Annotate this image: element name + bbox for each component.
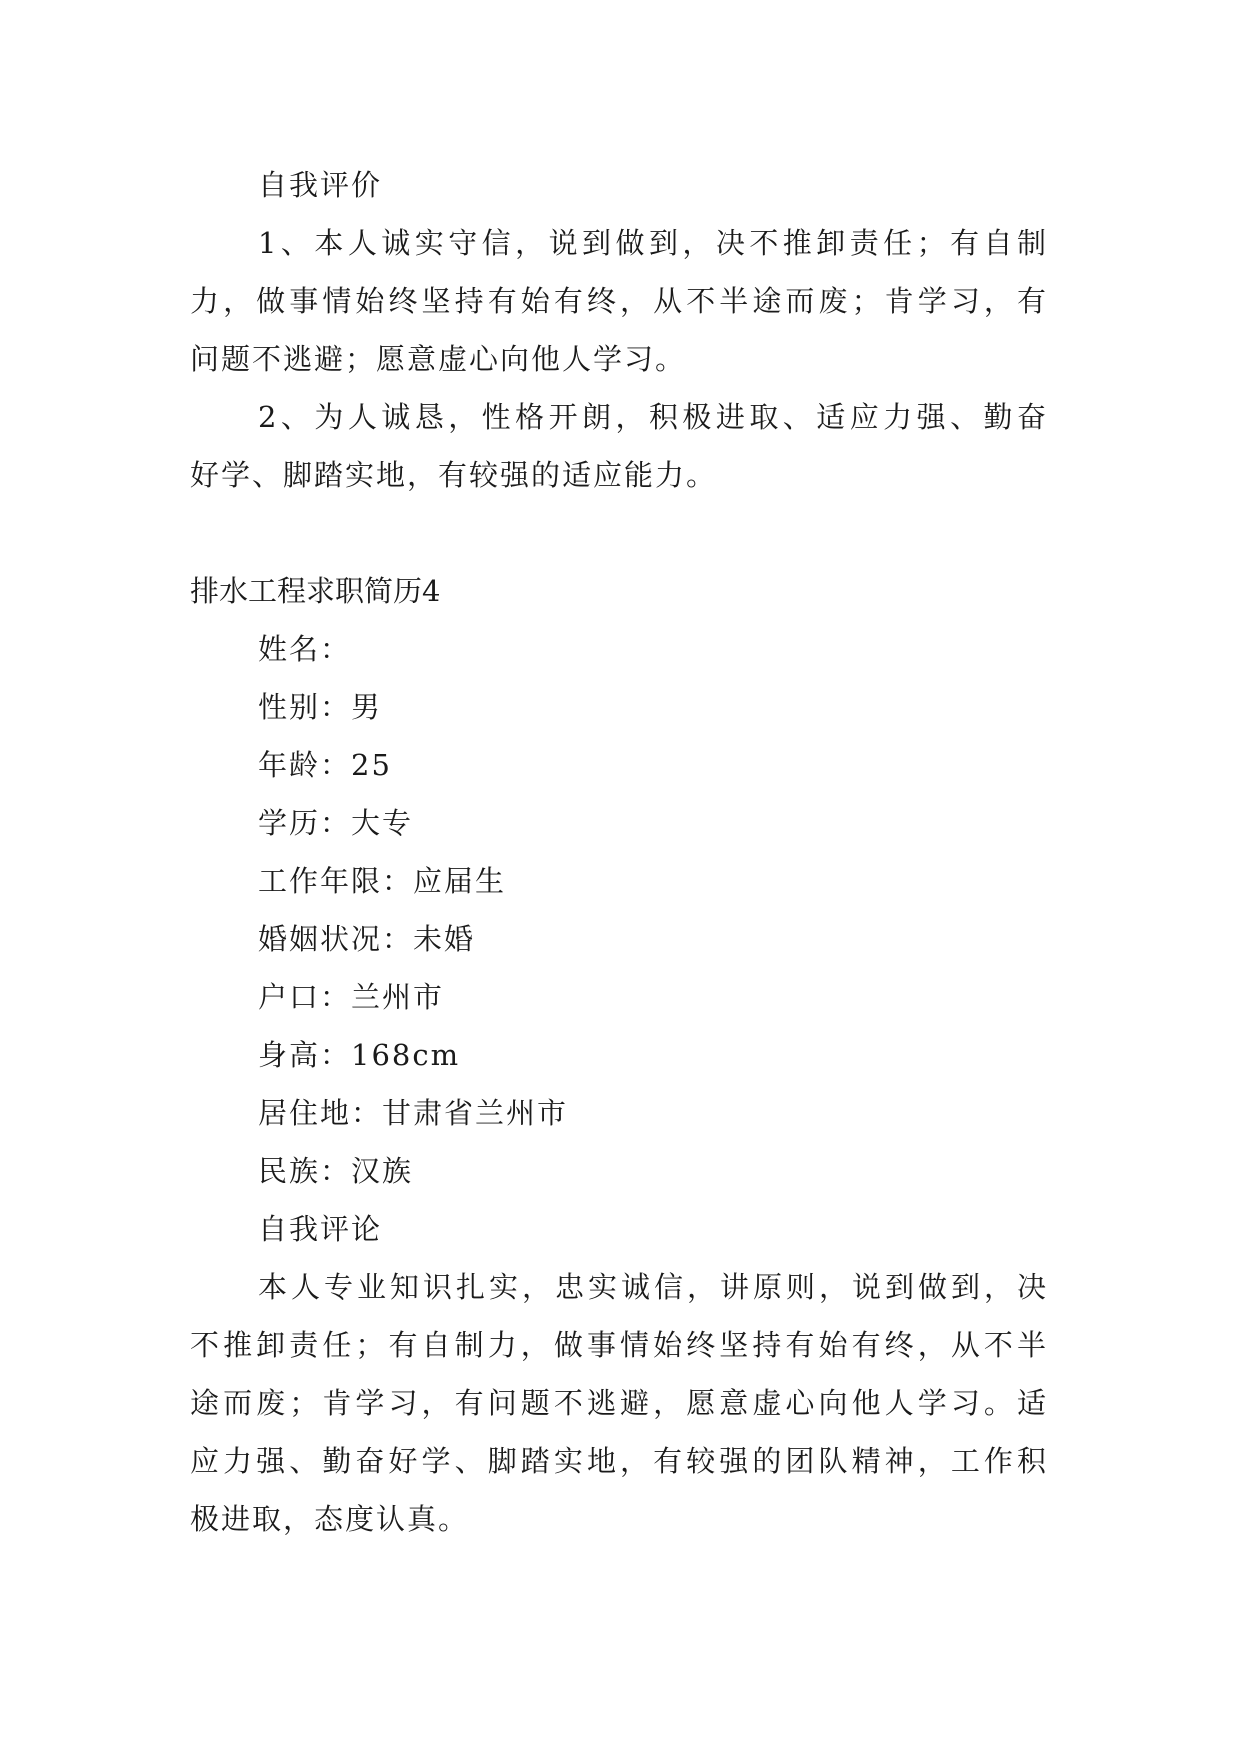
field-gender: 性别：男	[258, 690, 383, 724]
paragraph-line: 本人专业知识扎实，忠实诚信，讲原则，说到做到，决	[258, 1270, 1046, 1304]
field-hukou: 户口：兰州市	[258, 980, 445, 1014]
field-marital-status: 婚姻状况：未婚	[258, 922, 476, 956]
paragraph-line: 应力强、勤奋好学、脚踏实地，有较强的团队精神，工作积	[190, 1444, 1046, 1478]
paragraph-line: 途而废；肯学习，有问题不逃避，愿意虚心向他人学习。适	[190, 1386, 1046, 1420]
field-age: 年龄：25	[258, 748, 392, 782]
resume-title: 排水工程求职简历4	[190, 574, 441, 608]
paragraph-line: 好学、脚踏实地，有较强的适应能力。	[190, 458, 718, 492]
paragraph-line: 问题不逃避；愿意虚心向他人学习。	[190, 342, 687, 376]
field-work-years: 工作年限：应届生	[258, 864, 507, 898]
field-ethnicity: 民族：汉族	[258, 1154, 414, 1188]
field-residence: 居住地：甘肃省兰州市	[258, 1096, 569, 1130]
paragraph-line: 1、本人诚实守信，说到做到，决不推卸责任；有自制	[258, 226, 1046, 260]
paragraph-line: 不推卸责任；有自制力，做事情始终坚持有始有终，从不半	[190, 1328, 1046, 1362]
field-education: 学历：大专	[258, 806, 414, 840]
section-heading-self-evaluation: 自我评价	[258, 168, 383, 202]
paragraph-line: 极进取，态度认真。	[190, 1502, 470, 1536]
paragraph-line: 力，做事情始终坚持有始有终，从不半途而废；肯学习，有	[190, 284, 1046, 318]
field-name: 姓名：	[258, 632, 352, 666]
paragraph-line: 2、为人诚恳，性格开朗，积极进取、适应力强、勤奋	[258, 400, 1046, 434]
section-heading-self-comment: 自我评论	[258, 1212, 383, 1246]
field-height: 身高：168cm	[258, 1038, 461, 1072]
